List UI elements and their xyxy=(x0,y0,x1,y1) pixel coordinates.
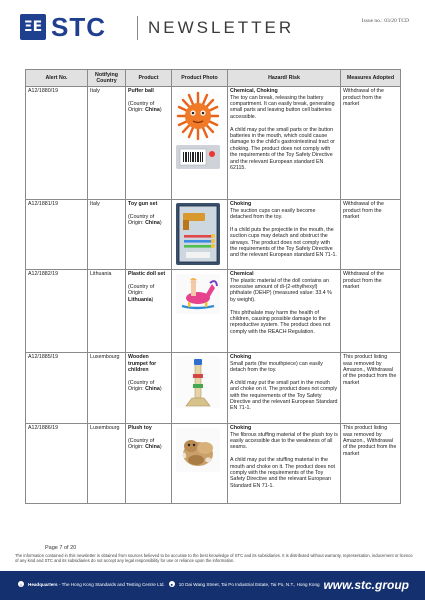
table-row xyxy=(26,200,401,270)
column-header-hazard: Hazard/ Risk xyxy=(228,70,341,87)
hazard-title: Choking xyxy=(230,354,252,361)
origin-close: ) xyxy=(159,107,162,114)
column-header-photo: Product Photo xyxy=(172,70,228,87)
newsletter-title: NEWSLETTER xyxy=(148,18,295,37)
origin-country: China xyxy=(145,386,160,393)
product-cell xyxy=(126,353,172,424)
product-photo-cell xyxy=(172,87,228,200)
stc-logo xyxy=(20,14,106,40)
hazard-cell xyxy=(228,87,341,200)
headquarters-icon: ⌂ xyxy=(19,581,23,587)
footer-contact xyxy=(18,581,320,587)
hazard-cell xyxy=(228,353,341,424)
measures-adopted: Withdrawal of the product from the market xyxy=(341,200,401,270)
origin-country: China xyxy=(145,444,160,451)
measures-adopted: Withdrawal of the product from the market xyxy=(341,87,401,200)
table-row xyxy=(26,424,401,504)
product-photo-cell xyxy=(172,353,228,424)
alert-number: A12/1882/19 xyxy=(26,270,88,353)
footer-bar xyxy=(0,571,425,600)
product-cell xyxy=(126,200,172,270)
plush-toy-photo xyxy=(176,428,220,472)
origin-label: (Country of Origin: xyxy=(128,283,155,297)
hazard-description: The toy can break, releasing the battery compartment. It can easily break, generating small parts and leaving button cell batteries accessible. xyxy=(230,94,335,120)
hazard-risk: A child may put the small part in the mouth and choke on it. The product does not comply with the requirements of the Toy Safety Directive and the relevant European Standard EN 71-1. xyxy=(230,379,338,412)
stc-logo-mark: ΞE xyxy=(20,14,46,40)
footer-hq-text: - The Hong Kong Standards and Testing Centre Ltd. xyxy=(57,581,165,587)
hazard-title: Choking xyxy=(230,201,252,208)
product-name: Puffer ball xyxy=(128,88,154,95)
puffer-ball-label-photo xyxy=(176,145,220,169)
column-header-measures: Measures Adopted xyxy=(341,70,401,87)
wooden-trumpet-photo xyxy=(176,356,220,408)
table-row xyxy=(26,270,401,353)
origin-label: (Country of Origin: xyxy=(128,100,155,114)
table-row xyxy=(26,353,401,424)
origin-country: China xyxy=(145,220,160,227)
origin-label: (Country of Origin: xyxy=(128,437,155,451)
alert-number: A12/1880/19 xyxy=(26,87,88,200)
notifying-country: Italy xyxy=(88,87,126,200)
header-divider xyxy=(137,16,138,40)
hazard-description: The fibrous stuffing material of the plush toy is easily accessible due to the weakness of all seams. xyxy=(230,431,338,451)
alert-number: A12/1885/19 xyxy=(26,353,88,424)
issue-number: Issue no.: 03/20 TCD xyxy=(361,18,409,24)
origin-country: China xyxy=(145,107,160,114)
alerts-table xyxy=(25,69,401,504)
hazard-cell xyxy=(228,270,341,353)
hazard-cell xyxy=(228,424,341,504)
origin-close: ) xyxy=(159,386,162,393)
table-header-row xyxy=(26,70,401,87)
product-name: Toy gun set xyxy=(128,201,158,208)
origin-country: Lithuania xyxy=(128,296,152,303)
notifying-country: Italy xyxy=(88,200,126,270)
product-name: Wooden trumpet for children xyxy=(128,354,157,373)
measures-adopted: Withdrawal of the product from the market xyxy=(341,270,401,353)
disclaimer-text: The information contained in this newsletter is obtained from sources believed to be accurate to the best knowledge of STC and its subsidiaries. It is distributed without warranty, representation, inducement or licence of any kind and STC and its subsidiaries do not accept any legal responsibility for use or reliance upon the information. xyxy=(15,553,413,564)
hazard-title: Chemical xyxy=(230,271,254,278)
origin-close: ) xyxy=(159,220,162,227)
product-photo-cell xyxy=(172,200,228,270)
product-name: Plastic doll set xyxy=(128,271,166,278)
measures-adopted: This product listing was removed by Amazon., Withdrawal of the product from the market xyxy=(341,353,401,424)
column-header-product: Product xyxy=(126,70,172,87)
puffer-ball-photo xyxy=(176,91,220,141)
hazard-description: The plastic material of the doll contains an excessive amount of di-(2-ethylhexyl) phthalate (DEHP) (measured value: 33.4 % by weight). xyxy=(230,277,332,303)
origin-close: ) xyxy=(151,296,154,303)
footer-address: 10 Dai Wang Street, Tai Po Industrial Estate, Tai Po, N.T., Hong Kong xyxy=(178,581,320,587)
alert-number: A12/1886/19 xyxy=(26,424,88,504)
stc-logo-text: STC xyxy=(51,12,106,42)
hazard-risk: This phthalate may harm the health of children, causing possible damage to the reproductive system. The product does not comply with the REACH Regulation. xyxy=(230,309,331,335)
hazard-description: The suction cups can easily become detached from the toy. xyxy=(230,207,316,220)
product-photo-cell xyxy=(172,270,228,353)
hazard-title: Chemical, Choking xyxy=(230,88,278,95)
hazard-description: Small parts (the mouthpiece) can easily detach from the toy. xyxy=(230,360,323,373)
notifying-country: Luxembourg xyxy=(88,353,126,424)
column-header-alert: Alert No. xyxy=(26,70,88,87)
column-header-country: Notifying Country xyxy=(88,70,126,87)
hazard-risk: A child may put the small parts or the button batteries in the mouth, which could cause damage to the child's gastrointestinal tract or choking. The product does not comply with the requirements of the Toy Safety Directive and the relevant European standard EN 62115. xyxy=(230,126,335,172)
footer-website-link[interactable]: www.stc.group xyxy=(323,578,409,592)
product-cell xyxy=(126,270,172,353)
product-name: Plush toy xyxy=(128,425,152,432)
toy-gun-set-photo xyxy=(176,203,220,265)
plastic-doll-set-photo xyxy=(176,274,220,314)
origin-label: (Country of Origin: xyxy=(128,213,155,227)
product-cell xyxy=(126,424,172,504)
measures-adopted: This product listing was removed by Amazon., Withdrawal of the product from the market xyxy=(341,424,401,504)
alert-number: A12/1881/19 xyxy=(26,200,88,270)
notifying-country: Lithuania xyxy=(88,270,126,353)
hazard-risk: If a child puts the projectile in the mouth, the suction cups may detach and obstruct the airways. The product does not comply with the requirements of the Toy Safety Directive and the relevant European standard EN 71-1. xyxy=(230,226,337,259)
location-pin-icon: ● xyxy=(170,581,174,587)
hazard-cell xyxy=(228,200,341,270)
table-row xyxy=(26,87,401,200)
hazard-risk: A child may put the stuffing material in the mouth and choke on it. The product does not comply with the requirements of the Toy Safety Directive and the relevant European Standard EN 71-1. xyxy=(230,457,336,489)
origin-close: ) xyxy=(159,444,162,451)
product-cell xyxy=(126,87,172,200)
product-photo-cell xyxy=(172,424,228,504)
page-number: Page 7 of 20 xyxy=(45,545,77,551)
notifying-country: Luxembourg xyxy=(88,424,126,504)
origin-label: (Country of Origin: xyxy=(128,379,155,393)
hazard-title: Choking xyxy=(230,425,252,432)
footer-hq-label: Headquarters xyxy=(28,581,58,587)
